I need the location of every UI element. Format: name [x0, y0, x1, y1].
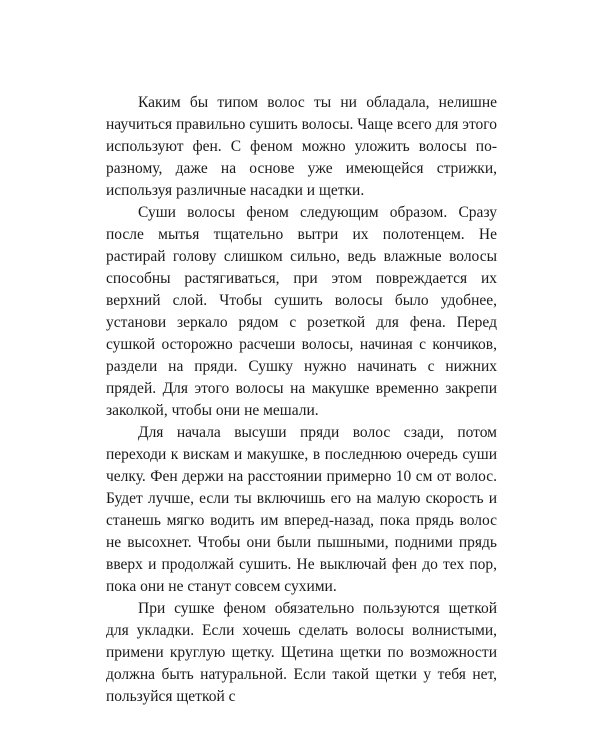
paragraph-3: Для начала высуши пряди волос сзади, потом переходи к вискам и макушке, в последнюю очередь суши челку. Фен держи на расстоянии примерно 10 см от волос. Будет лучше, если ты включишь его на малую скорость и станешь мягко водить им вперед-назад, пока прядь волос не высохнет. Чтобы они были пышными, подними прядь вверх и продолжай сушить. Не выключай фен до тех пор, пока они не станут совсем сухими.	[106, 424, 497, 595]
paragraph-2: Суши волосы феном следующим образом. Сразу после мытья тщательно вытри их полотенцем. Не растирай голову слишком сильно, ведь влажные волосы способны растягиваться, при этом повреждается их верхний слой. Чтобы сушить волосы было удобнее, установи зеркало рядом с розеткой для фена. Перед сушкой осторожно расчеши волосы, начиная с кончиков, раздели на пряди. Сушку нужно начинать с нижних прядей. Для этого волосы на макушке временно закрепи заколкой, чтобы они не мешали.	[106, 204, 497, 419]
paragraph-4: При сушке феном обязательно пользуются щеткой для укладки. Если хочешь сделать волосы волнистыми, примени круглую щетку. Щетина щетки по возможности должна быть натуральной. Если такой щетки у тебя нет, пользуйся щеткой с	[106, 600, 497, 705]
document-page	[106, 92, 497, 705]
paragraph-1: Каким бы типом волос ты ни обладала, нелишне научиться правильно сушить волосы. Чаще всего для этого используют фен. С феном можно уложить волосы по-разному, даже на основе уже имеющейся стрижки, используя различные насадки и щетки.	[106, 94, 497, 199]
